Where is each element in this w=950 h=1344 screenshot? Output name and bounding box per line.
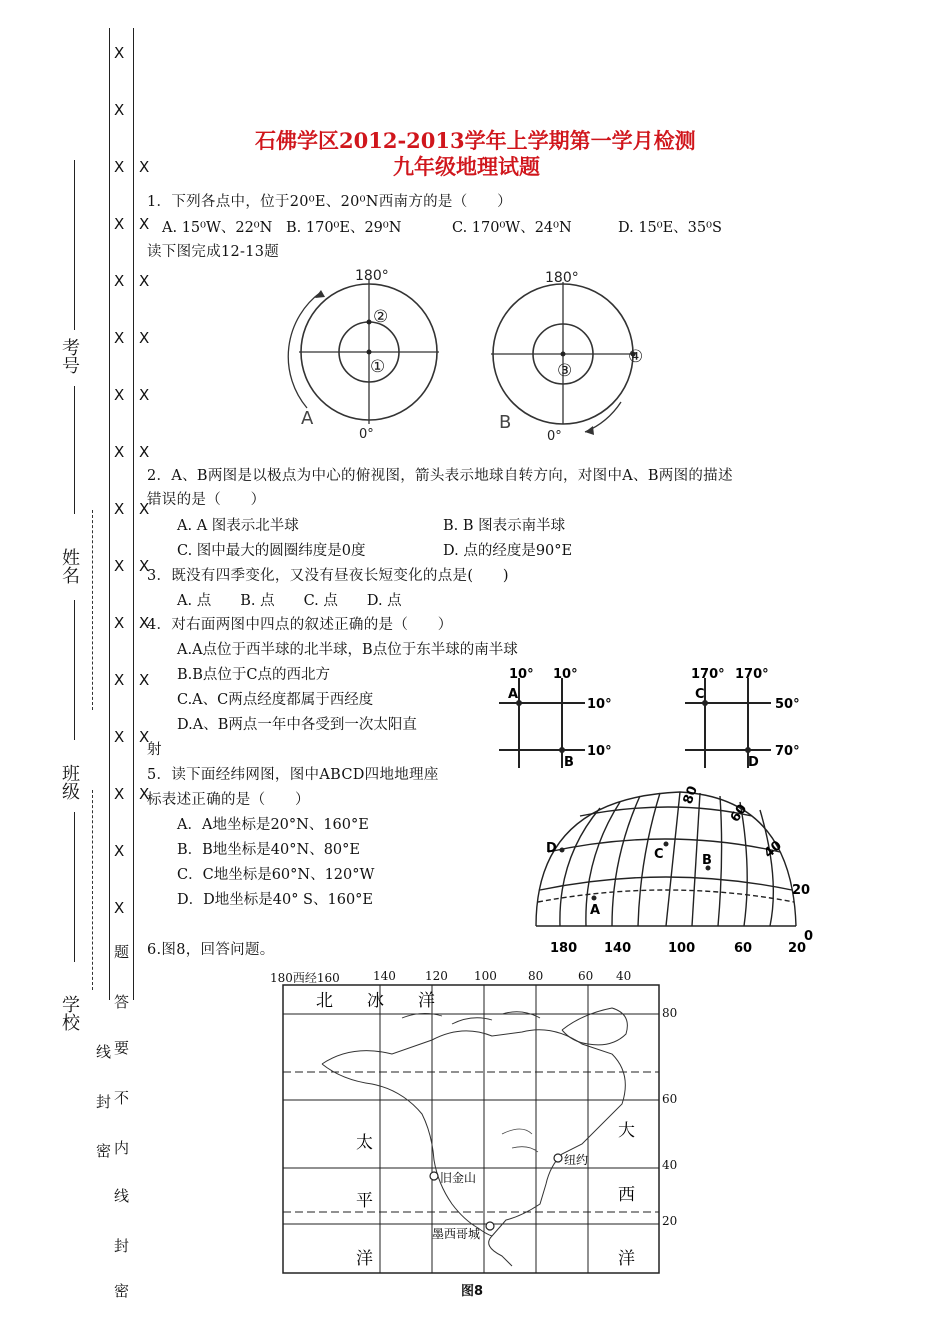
map-label-ping: 平: [356, 1191, 373, 1211]
q2-option-c: C. 图中最大的圆圈纬度是0度: [177, 543, 366, 559]
fig-a-top-label: 180°: [355, 268, 389, 284]
binding-da: 答: [112, 994, 130, 1009]
map-right-label: 20: [662, 1214, 678, 1228]
x-mark: X: [139, 557, 150, 575]
dome-lat-0: 0: [804, 929, 814, 944]
dome-lon-180: 180: [550, 941, 578, 956]
q1-option-c: C. 170⁰W、24⁰N: [452, 220, 572, 236]
map-city-sf: 旧金山: [440, 1171, 477, 1185]
dome-point-c: C: [654, 847, 664, 862]
map-top-label: 80: [528, 969, 544, 983]
map-top-label: 40: [616, 969, 632, 983]
grid-r-right1: 50°: [775, 697, 800, 712]
xingming-label: 姓名: [59, 548, 80, 584]
polar-figure-a: [288, 268, 439, 442]
page-subtitle: 九年级地理试题: [393, 154, 540, 179]
q3-options: A. 点 B. 点 C. 点 D. 点: [177, 593, 402, 609]
binding-ti: 题: [112, 944, 130, 959]
name-underline: [74, 600, 75, 740]
map-label-xi: 西: [618, 1185, 635, 1205]
q3-stem: 3．既没有四季变化，又没有昼夜长短变化的点是( ): [147, 568, 509, 584]
polar-figure-b: [491, 270, 643, 444]
x-mark: X: [114, 44, 125, 62]
q2-stem-cont: 错误的是（ ）: [147, 492, 266, 508]
q2-stem: 2．A、B两图是以极点为中心的俯视图，箭头表示地球自转方向，对图中A、B两图的描述: [147, 468, 733, 484]
dome-point-b: B: [702, 853, 712, 868]
map-label-yang1: 洋: [356, 1249, 373, 1269]
binding-xian1: 线: [94, 1044, 112, 1059]
grid-r-right2: 70°: [775, 744, 800, 759]
read-note: 读下图完成12-13题: [147, 244, 280, 260]
map-label-tai: 太: [356, 1133, 373, 1153]
x-mark: X: [114, 557, 125, 575]
binding-xian2: 线: [112, 1188, 130, 1203]
q4-option-a: A.A点位于西半球的北半球，B点位于东半球的南半球: [177, 642, 518, 658]
x-mark: X: [139, 614, 150, 632]
x-mark: X: [114, 785, 125, 803]
fig-b-bottom-label: 0°: [547, 429, 562, 444]
q5-option-d: D．D地坐标是40° S、160°E: [177, 892, 374, 908]
q4-option-b: B.B点位于C点的西北方: [177, 667, 331, 683]
dome-lat-60: 60: [727, 801, 751, 826]
q6-stem: 6.图8，回答问题。: [147, 942, 275, 958]
binding-nei: 内: [112, 1140, 130, 1155]
q5-option-b: B．B地坐标是40°N、80°E: [177, 842, 360, 858]
x-mark: X: [114, 158, 125, 176]
fig-b-point-3: ③: [557, 361, 573, 381]
q5-option-a: A．A地坐标是20°N、160°E: [177, 817, 369, 833]
x-mark: X: [114, 899, 125, 917]
x-mark: X: [139, 329, 150, 347]
fig-b-label: B: [499, 412, 512, 433]
binding-bu: 不: [112, 1090, 130, 1105]
x-mark: X: [114, 671, 125, 689]
q5-option-c: C．C地坐标是60°N、120°W: [177, 867, 375, 883]
grid-l-top2: 10°: [553, 667, 578, 682]
x-mark: X: [139, 671, 150, 689]
binding-line-inner: [133, 28, 134, 1000]
map-top-label: 120: [425, 969, 448, 983]
class-underline: [74, 812, 75, 962]
grid-l-right2: 10°: [587, 744, 612, 759]
fig-a-bottom-label: 0°: [359, 427, 374, 442]
banji-label: 班级: [59, 764, 80, 800]
grid-r-top2: 170°: [735, 667, 769, 682]
kaohao-label: 考号: [59, 338, 80, 374]
q1-stem: 1．下列各点中，位于20⁰E、20⁰N西南方的是（ ）: [147, 194, 512, 210]
grid-point-d: D: [748, 755, 759, 770]
x-mark: X: [114, 614, 125, 632]
dome-lon-140: 140: [604, 941, 632, 956]
map-top-label: 100: [474, 969, 497, 983]
polar-figure: [285, 262, 675, 448]
x-mark: X: [139, 215, 150, 233]
dome-point-d: D: [546, 841, 557, 856]
fig-a-label: A: [301, 408, 314, 429]
dome-lat-80: 80: [680, 784, 701, 807]
binding-mi2: 密: [112, 1283, 130, 1298]
fig-b-point-4: ④: [628, 347, 644, 367]
grid-point-b: B: [564, 755, 574, 770]
name-field-dash[interactable]: [92, 510, 94, 710]
fig-b-top-label: 180°: [545, 270, 579, 286]
dome-lon-20: 20: [788, 941, 807, 956]
q4-option-d: D.A、B两点一年中各受到一次太阳直: [177, 717, 417, 733]
x-mark: X: [114, 272, 125, 290]
map-right-label: 40: [662, 1158, 678, 1172]
x-mark: X: [139, 272, 150, 290]
q2-option-b: B. B 图表示南半球: [443, 518, 566, 534]
page-title: 石佛学区2012-2013学年上学期第一学月检测: [255, 128, 696, 153]
map-top-label: 140: [373, 969, 396, 983]
grid-point-a: A: [508, 687, 519, 702]
x-mark: X: [139, 500, 150, 518]
binding-mi1: 密: [94, 1143, 112, 1158]
q4-stem: 4．对右面两图中四点的叙述正确的是（ ）: [147, 617, 453, 633]
kaohao-underline-2: [74, 386, 75, 514]
grid-l-top1: 10°: [509, 667, 534, 682]
q1-option-b: B. 170⁰E、29⁰N: [286, 220, 402, 236]
x-mark: X: [114, 215, 125, 233]
fig-a-point-2: ②: [373, 307, 389, 327]
x-mark: X: [114, 443, 125, 461]
map-label-north-ocean: 北 冰 洋: [316, 991, 435, 1011]
map-top-label: 60: [578, 969, 594, 983]
x-mark: X: [114, 842, 125, 860]
x-mark: X: [139, 158, 150, 176]
binding-feng2: 封: [112, 1238, 130, 1253]
binding-yao: 要: [112, 1040, 130, 1055]
grid-point-c: C: [695, 687, 705, 702]
binding-line-outer: [109, 28, 110, 1000]
map-figure-8: [282, 984, 682, 1276]
q1-option-a: A. 15⁰W、22⁰N: [162, 220, 273, 236]
x-mark: X: [114, 101, 125, 119]
map-right-label: 60: [662, 1092, 678, 1106]
dome-lon-100: 100: [668, 941, 696, 956]
map-top-label: 180西经160: [270, 971, 340, 985]
q5-stem-cont: 标表述正确的是（ ）: [147, 792, 310, 808]
q2-option-a: A. A 图表示北半球: [177, 518, 299, 534]
map-right-label: 80: [662, 1006, 678, 1020]
x-mark: X: [139, 386, 150, 404]
x-mark: X: [139, 728, 150, 746]
map-label-yang2: 洋: [618, 1249, 635, 1269]
class-field-dash[interactable]: [92, 790, 94, 990]
q4-option-d-cont: 射: [147, 742, 162, 758]
map-city-ny: 纽约: [564, 1153, 589, 1167]
dome-lat-20: 20: [792, 883, 811, 898]
fig-a-point-1: ①: [370, 357, 386, 377]
x-mark: X: [139, 443, 150, 461]
x-mark: X: [114, 329, 125, 347]
q2-option-d: D. 点的经度是90°E: [443, 543, 573, 559]
q4-option-c: C.A、C两点经度都属于西经度: [177, 692, 374, 708]
x-mark: X: [114, 728, 125, 746]
binding-feng1: 封: [94, 1094, 112, 1109]
grid-figure: [495, 662, 835, 774]
q1-option-d: D. 15⁰E、35⁰S: [618, 220, 722, 236]
kaohao-underline: [74, 160, 75, 330]
map-caption: 图8: [461, 1284, 484, 1299]
map-label-da: 大: [618, 1121, 635, 1141]
dome-lat-40: 40: [761, 838, 785, 862]
grid-r-top1: 170°: [691, 667, 725, 682]
xuexiao-label: 学校: [59, 995, 80, 1031]
dome-graticule: [530, 778, 820, 958]
q5-stem: 5．读下面经纬网图，图中ABCD四地地理座: [147, 767, 439, 783]
x-mark: X: [114, 386, 125, 404]
x-mark: X: [114, 500, 125, 518]
x-mark: X: [139, 785, 150, 803]
grid-l-right1: 10°: [587, 697, 612, 712]
dome-point-a: A: [590, 903, 601, 918]
dome-lon-60: 60: [734, 941, 753, 956]
map-city-mx: 墨西哥城: [432, 1227, 481, 1241]
